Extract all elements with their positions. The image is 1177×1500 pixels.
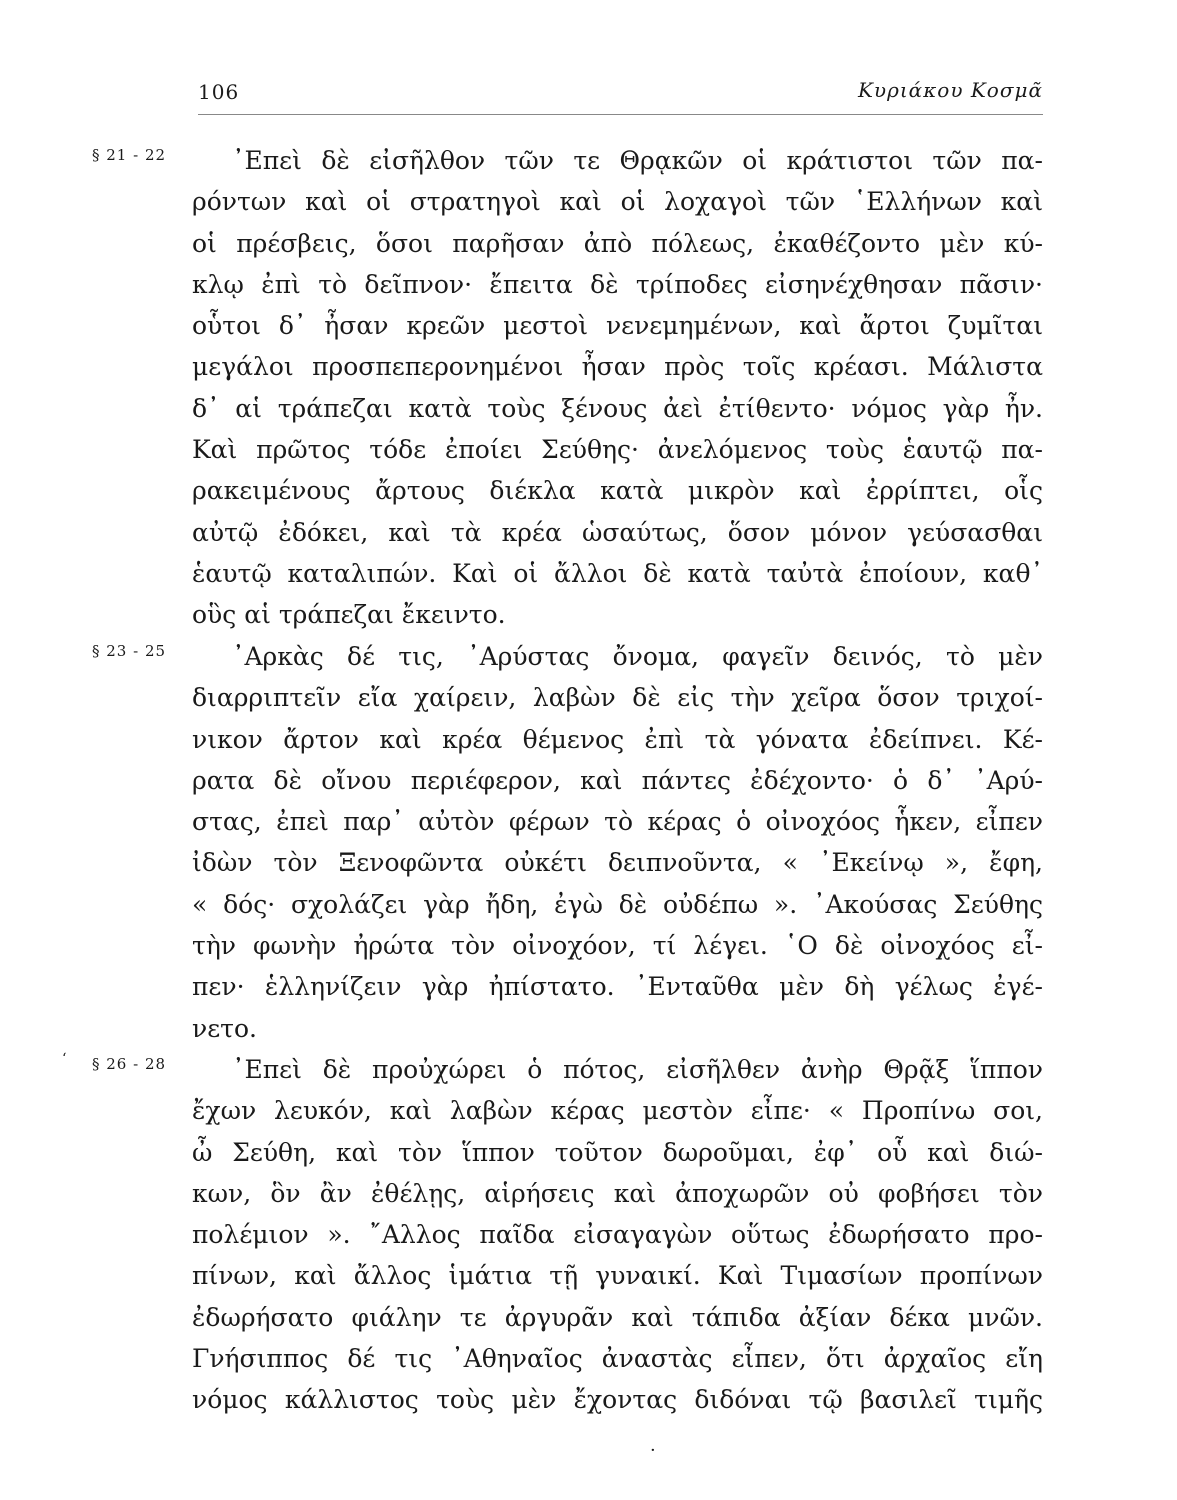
text-line: πολέμιον ». ῎Αλλος παῖδα εἰσαγαγὼν οὕτως ἐδωρήσατο προ- [192,1220,1043,1250]
text-line: ᾽Επεὶ δὲ εἰσῆλθον τῶν τε Θρᾳκῶν οἱ κράτιστοι τῶν πα- [232,146,1043,175]
text-line: νόμος κάλλιστος τοὺς μὲν ἔχοντας διδόναι τῷ βασιλεῖ τιμῆς [192,1385,1043,1415]
text-line: οὓς αἱ τράπεζαι ἔκειντο. [192,600,506,630]
paragraph [192,1049,1043,1421]
text-line: διαρριπτεῖν εἴα χαίρειν, λαβὼν δὲ εἰς τὴν χεῖρα ὅσον τριχοί- [192,683,1043,713]
text-line: κων, ὃν ἂν ἐθέλῃς, αἱρήσεις καὶ ἀποχωρῶν οὐ φοβήσει τὸν [192,1178,1043,1208]
text-line: ἐδωρήσατο φιάλην τε ἀργυρᾶν καὶ τάπιδα ἀξίαν δέκα μνῶν. [192,1302,1043,1332]
text-line: ἔχων λευκόν, καὶ λαβὼν κέρας μεστὸν εἶπε· « Προπίνω σοι, [192,1096,1043,1126]
stray-mark: · [650,1440,656,1461]
text-line: ἑαυτῷ καταλιπών. Καὶ οἱ ἄλλοι δὲ κατὰ ταὐτὰ ἐποίουν, καθ᾽ [192,558,1043,588]
text-line: Γνήσιππος δέ τις ᾽Αθηναῖος ἀναστὰς εἶπεν, ὅτι ἀρχαῖος εἴη [192,1344,1043,1374]
text-line: ᾽Αρκὰς δέ τις, ᾽Αρύστας ὄνομα, φαγεῖν δεινός, τὸ μὲν [232,642,1043,671]
text-line: νετο. [192,1013,257,1043]
text-line: κλῳ ἐπὶ τὸ δεῖπνον· ἔπειτα δὲ τρίποδες εἰσηνέχθησαν πᾶσιν· [192,269,1043,299]
text-line: ἰδὼν τὸν Ξενοφῶντα οὐκέτι δειπνοῦντα, « ᾽Εκείνῳ », ἔφη, [192,848,1043,878]
paragraph [192,636,1043,1049]
text-line: πίνων, καὶ ἄλλος ἱμάτια τῇ γυναικί. Καὶ Τιμασίων προπίνων [192,1261,1043,1291]
text-line: δ᾽ αἱ τράπεζαι κατὰ τοὺς ξένους ἀεὶ ἐτίθεντο· νόμος γὰρ ἦν. [192,393,1043,423]
text-line: οὗτοι δ᾽ ἦσαν κρεῶν μεστοὶ νενεμημένων, καὶ ἄρτοι ζυμῖται [192,311,1043,341]
text-line: πεν· ἑλληνίζειν γὰρ ἠπίστατο. ᾽Ενταῦθα μὲν δὴ γέλως ἐγέ- [192,972,1043,1002]
header-rule [198,114,1043,115]
text-line: οἱ πρέσβεις, ὅσοι παρῆσαν ἀπὸ πόλεως, ἐκαθέζοντο μὲν κύ- [192,228,1043,258]
page-header [198,72,1043,108]
paragraph [192,140,1043,636]
text-line: ὦ Σεύθη, καὶ τὸν ἵππον τοῦτον δωροῦμαι, ἐφ᾽ οὗ καὶ διώ- [192,1137,1043,1167]
running-head: Κυριάκου Κοσμᾶ [857,78,1043,102]
page-number: 106 [198,80,240,104]
text-line: ρακειμένους ἄρτους διέκλα κατὰ μικρὸν καὶ ἐρρίπτει, οἷς [192,476,1043,506]
section-ref: § 21 - 22 [92,146,167,164]
text-line: ᾽Επεὶ δὲ προὐχώρει ὁ πότος, εἰσῆλθεν ἀνὴρ Θρᾷξ ἵππον [232,1055,1043,1084]
text-line: αὐτῷ ἐδόκει, καὶ τὰ κρέα ὡσαύτως, ὅσον μόνον γεύσασθαι [192,517,1043,547]
section-ref: ‘ § 26 - 28 [92,1055,166,1073]
text-line: στας, ἐπεὶ παρ᾽ αὐτὸν φέρων τὸ κέρας ὁ οἰνοχόος ἧκεν, εἶπεν [192,807,1043,837]
section-ref: § 23 - 25 [92,642,167,660]
text-line: Καὶ πρῶτος τόδε ἐποίει Σεύθης· ἀνελόμενος τοὺς ἑαυτῷ πα- [192,435,1043,465]
text-line: ρατα δὲ οἴνου περιέφερον, καὶ πάντες ἐδέχοντο· ὁ δ᾽ ᾽Αρύ- [192,765,1043,795]
text-line: τὴν φωνὴν ἠρώτα τὸν οἰνοχόον, τί λέγει. ῾Ο δὲ οἰνοχόος εἶ- [192,931,1043,961]
text-line: ρόντων καὶ οἱ στρατηγοὶ καὶ οἱ λοχαγοὶ τῶν ῾Ελλήνων καὶ [192,187,1043,217]
text-line: μεγάλοι προσπεπερονημένοι ἦσαν πρὸς τοῖς κρέασι. Μάλιστα [192,352,1043,382]
text-line: νικον ἄρτον καὶ κρέα θέμενος ἐπὶ τὰ γόνατα ἐδείπνει. Κέ- [192,724,1043,754]
text-line: « δός· σχολάζει γὰρ ἤδη, ἐγὼ δὲ οὐδέπω ». ᾽Ακούσας Σεύθης [192,889,1043,919]
